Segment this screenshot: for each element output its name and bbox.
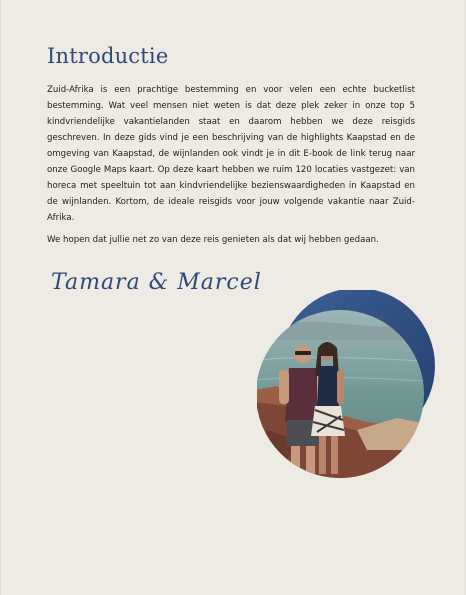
- signature: Tamara & Marcel: [51, 270, 262, 295]
- closing-sentence: We hopen dat jullie net zo van deze reis genieten als dat wij hebben gedaan.: [47, 235, 379, 245]
- intro-paragraph: Zuid-Afrika is een prachtige bestemming en voor velen een echte bucketlist bestemming. Wat veel mensen niet weten is dat deze plek zeker in onze top 5 kindvriendelijke vakantielanden staat en daarom hebben we deze reisgids geschreven. In deze gids vind je een beschrijving van de highlights Kaapstad en de omgeving van Kaapstad, de wijnlanden ook vindt je in dit E-book de link terug naar onze Google Maps kaart. Op deze kaart hebben we ruim 120 locaties vastgezet: van horeca met speeltuin tot aan kindvriendelijke bezienswaardigheden in Kaapstad en de wijnlanden. Kortom, de ideale reisgids voor jouw volgende vakantie naar Zuid-Afrika.: [47, 85, 415, 223]
- page-title: Introductie: [47, 44, 169, 68]
- photo-group: [257, 290, 447, 480]
- couple-photo: [257, 290, 447, 480]
